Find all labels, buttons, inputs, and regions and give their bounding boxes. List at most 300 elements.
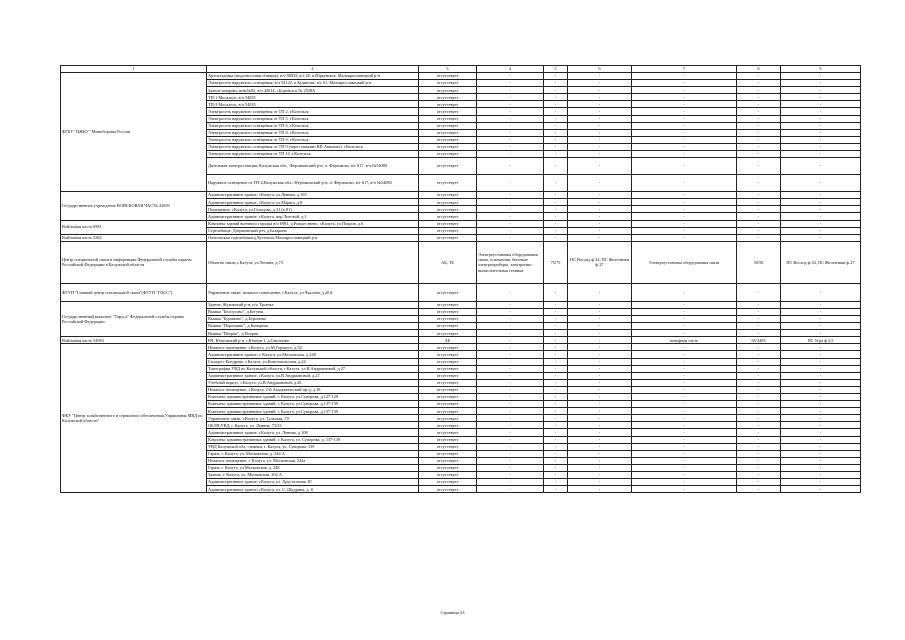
value-cell: ПС Восход ф.34, ПС Железники ф.27 [781, 241, 861, 283]
value-cell: - [737, 87, 781, 94]
value-cell: - [544, 450, 568, 457]
object-cell: Административное здание, г.Калуга, пер.Литовой, д.1 [207, 213, 419, 220]
value-cell: - [781, 479, 861, 486]
value-cell: отсутствует [419, 158, 477, 175]
value-cell: отсутствует [419, 479, 477, 486]
value-cell: - [568, 394, 632, 401]
value-cell: - [737, 108, 781, 115]
value-cell: - [781, 422, 861, 429]
value-cell: - [568, 401, 632, 408]
value-cell: - [544, 457, 568, 464]
value-cell: - [781, 358, 861, 365]
value-cell: - [568, 436, 632, 443]
value-cell: - [632, 227, 737, 234]
value-cell: отсутствует [419, 472, 477, 479]
value-cell: - [568, 80, 632, 87]
value-cell: отсутствует [419, 301, 477, 308]
value-cell: - [477, 213, 544, 220]
object-cell: Электросеть наружного освещения от ТП 6, г.Козельск [207, 122, 419, 129]
value-cell: - [781, 394, 861, 401]
value-cell: - [568, 464, 632, 471]
value-cell: - [544, 199, 568, 206]
value-cell: отсутствует [419, 379, 477, 386]
value-cell: - [781, 315, 861, 322]
object-cell: ОБЭП,УВД, г. Калуга, ул. Ленина, 73/33 [207, 422, 419, 429]
value-cell: - [632, 283, 737, 301]
value-cell: - [544, 351, 568, 358]
value-cell: отсутствует [419, 213, 477, 220]
value-cell: - [632, 443, 737, 450]
value-cell: отсутствует [419, 143, 477, 150]
value-cell: - [477, 73, 544, 80]
value-cell: - [568, 220, 632, 227]
organization-cell: ФГБУ "ЦЖКУ" Минобороны России [61, 73, 207, 192]
object-cell: Вышка "Буриново", д.Буриново [207, 315, 419, 322]
value-cell: - [781, 464, 861, 471]
table-row [61, 220, 861, 227]
value-cell: - [544, 308, 568, 315]
value-cell: - [568, 213, 632, 220]
value-cell: - [568, 379, 632, 386]
value-cell: - [737, 422, 781, 429]
object-cell: Комплекс административных зданий, г. Калуга, ул.Суворова, д.127-129 [207, 394, 419, 401]
value-cell: - [568, 206, 632, 213]
value-cell: - [632, 450, 737, 457]
value-cell: - [781, 206, 861, 213]
object-cell: Электросеть наружного освещения от ТП 9 (через магазин ВП Акимово), г.Козельск [207, 143, 419, 150]
value-cell: - [477, 379, 544, 386]
value-cell: - [781, 283, 861, 301]
value-cell: - [781, 199, 861, 206]
value-cell: отсутствует [419, 315, 477, 322]
object-cell: Электросеть наружного освещения, в/ч 54122, п.Кудинове, в/г 61, Малоярославецкий р-н [207, 80, 419, 87]
table-row [61, 73, 861, 80]
value-cell: - [737, 479, 781, 486]
object-cell: Наружное освещение от ТП-2,Калужская обл., Ферзиковский р-н, п. Ферзиково, в/г 617, в/ч №54080 [207, 175, 419, 192]
value-cell: - [737, 301, 781, 308]
object-cell: Типография УВД по Калужской области, г.Калуга, ул.В.Андриановой, д.27 [207, 365, 419, 372]
value-cell: - [568, 358, 632, 365]
value-cell: - [477, 337, 544, 344]
value-cell: - [781, 386, 861, 393]
value-cell: - [477, 143, 544, 150]
value-cell: отсутствует [419, 386, 477, 393]
value-cell: - [568, 136, 632, 143]
value-cell: - [737, 122, 781, 129]
value-cell: - [568, 408, 632, 415]
value-cell: - [737, 158, 781, 175]
value-cell: - [544, 330, 568, 337]
value-cell: - [632, 429, 737, 436]
value-cell: - [477, 308, 544, 315]
value-cell: отсутствует [419, 344, 477, 351]
value-cell: - [544, 129, 568, 136]
value-cell: - [781, 87, 861, 94]
value-cell: - [632, 220, 737, 227]
value-cell: - [632, 143, 737, 150]
value-cell: - [477, 136, 544, 143]
value-cell: - [477, 129, 544, 136]
value-cell: отсутствует [419, 87, 477, 94]
object-cell: Помещение, г.Калуга, ул.Гельцова, д.31 (к.81) [207, 206, 419, 213]
value-cell: - [781, 136, 861, 143]
value-cell: 65/3493 [737, 337, 781, 344]
value-cell: - [477, 283, 544, 301]
value-cell: - [544, 472, 568, 479]
value-cell: - [568, 315, 632, 322]
value-cell: - [477, 479, 544, 486]
value-cell: отсутствует [419, 443, 477, 450]
object-cell: Здание казармы, инв.№82, в/ч 42014, г.Боровск,п.№ 2538А [207, 87, 419, 94]
value-cell: - [477, 80, 544, 87]
value-cell: отсутствует [419, 283, 477, 301]
value-cell: - [568, 351, 632, 358]
value-cell: - [781, 101, 861, 108]
value-cell: - [544, 80, 568, 87]
value-cell: отсутствует [419, 450, 477, 457]
value-cell: - [737, 464, 781, 471]
value-cell: - [781, 158, 861, 175]
value-cell: отсутствует [419, 330, 477, 337]
value-cell: - [568, 301, 632, 308]
object-cell: Административное здание, г.Калуга, ул.Марата, д.8 [207, 199, 419, 206]
value-cell: - [737, 115, 781, 122]
value-cell: - [477, 227, 544, 234]
table-row [61, 337, 861, 344]
value-cell: - [737, 436, 781, 443]
table-row [61, 301, 861, 308]
value-cell: - [544, 315, 568, 322]
value-cell: - [737, 143, 781, 150]
value-cell: - [477, 457, 544, 464]
value-cell: - [544, 220, 568, 227]
value-cell: - [632, 394, 737, 401]
value-cell: - [568, 457, 632, 464]
value-cell: - [781, 429, 861, 436]
object-cell: Объекты связи, г.Калуга, ул.Ленина, д.73 [207, 241, 419, 283]
value-cell: - [544, 158, 568, 175]
value-cell: - [737, 486, 781, 493]
value-cell: - [477, 486, 544, 493]
value-cell: - [737, 283, 781, 301]
value-cell: - [477, 443, 544, 450]
value-cell: - [544, 394, 568, 401]
value-cell: отсутствует [419, 122, 477, 129]
value-cell: - [544, 227, 568, 234]
value-cell: - [632, 464, 737, 471]
object-cell: Комплекс зданий военного городка в/ч 6981, д.Рождествено, г.Калуга, ул.Покров, д.6 [207, 220, 419, 227]
value-cell: - [477, 408, 544, 415]
value-cell: - [544, 143, 568, 150]
value-cell: - [477, 429, 544, 436]
value-cell: - [632, 199, 737, 206]
value-cell: - [477, 115, 544, 122]
value-cell: - [477, 422, 544, 429]
value-cell: - [632, 408, 737, 415]
col-header: 8 [737, 66, 781, 73]
value-cell: - [568, 115, 632, 122]
value-cell: - [544, 73, 568, 80]
value-cell: отсутствует [419, 323, 477, 330]
value-cell: - [737, 213, 781, 220]
value-cell: - [781, 365, 861, 372]
value-cell: - [632, 73, 737, 80]
value-cell: - [632, 372, 737, 379]
value-cell: отсутствует [419, 73, 477, 80]
object-cell: Здание, г. Калуга, ул. Московская, 204 А [207, 472, 419, 479]
organization-cell: Государственное учреждение ВОЙСКОВАЯ ЧАСТЬ 41659 [61, 192, 207, 220]
value-cell: - [568, 372, 632, 379]
value-cell: - [544, 108, 568, 115]
value-cell: - [632, 108, 737, 115]
value-cell: - [477, 472, 544, 479]
value-cell: - [477, 394, 544, 401]
value-cell: - [544, 429, 568, 436]
value-cell: - [544, 464, 568, 471]
value-cell: - [568, 151, 632, 158]
value-cell: отсутствует [419, 408, 477, 415]
value-cell: - [632, 457, 737, 464]
value-cell: ПС Восход ф.34, ПС Железники ф.27 [568, 241, 632, 283]
object-cell: Электросеть наружного освещения от ТП 10, г.Козельск [207, 151, 419, 158]
value-cell: - [568, 192, 632, 199]
value-cell: - [632, 234, 737, 241]
object-cell: Дизельная электростанция, Калужская обл., Ферзиковский р-н, п. Ферзиково, в/г 617, в/ч №54080 [207, 158, 419, 175]
value-cell: отсутствует [419, 351, 477, 358]
value-cell: - [737, 175, 781, 192]
col-header: 3 [419, 66, 477, 73]
value-cell: отсутствует [419, 101, 477, 108]
object-cell: Электросеть наружного освещения от ТП 2, г.Козельск [207, 108, 419, 115]
value-cell: - [781, 351, 861, 358]
value-cell: - [737, 94, 781, 101]
value-cell: - [632, 323, 737, 330]
value-cell: - [568, 330, 632, 337]
value-cell: - [632, 401, 737, 408]
value-cell: - [568, 227, 632, 234]
value-cell: - [781, 401, 861, 408]
object-cell: Комплекс административных зданий, г. Калуга, ул.Суворова, д.137-139 [207, 401, 419, 408]
value-cell: - [477, 175, 544, 192]
value-cell: - [632, 301, 737, 308]
value-cell: - [632, 175, 737, 192]
value-cell: - [781, 108, 861, 115]
value-cell: - [781, 213, 861, 220]
value-cell: - [737, 80, 781, 87]
value-cell: отсутствует [419, 457, 477, 464]
object-cell: Административное здание, г.Калуга, ул.Ленина, д.105 [207, 192, 419, 199]
object-cell: Административное здание, г. Калуга, ул.Московская, д.248 [207, 351, 419, 358]
value-cell: - [781, 220, 861, 227]
value-cell: отсутствует [419, 108, 477, 115]
value-cell: - [477, 122, 544, 129]
value-cell: АБ, ТБ [419, 241, 477, 283]
value-cell: - [568, 422, 632, 429]
value-cell: - [737, 234, 781, 241]
value-cell: - [781, 450, 861, 457]
organization-cell: Государственный комплекс "Таруса" Федеральной службы охраны Российской Федерации [61, 301, 207, 336]
value-cell: - [544, 358, 568, 365]
value-cell: - [477, 330, 544, 337]
object-cell: Административное здание, г.Калуга, ул. Хрустальная, 81 [207, 479, 419, 486]
value-cell: - [632, 472, 737, 479]
object-cell: Стрельбище, Дзержинский р-н, д.Базарино [207, 227, 419, 234]
value-cell: - [632, 80, 737, 87]
value-cell: - [477, 464, 544, 471]
object-cell: Электросеть наружного освещения от ТП 5, г.Козельск [207, 115, 419, 122]
object-cell: Нежилое помещение, г.Калуга, 2-й Академический пр-д, д.18 [207, 386, 419, 393]
value-cell: - [737, 408, 781, 415]
value-cell: - [781, 73, 861, 80]
value-cell: - [781, 94, 861, 101]
value-cell: - [477, 372, 544, 379]
value-cell: - [632, 87, 737, 94]
value-cell: - [632, 358, 737, 365]
value-cell: отсутствует [419, 365, 477, 372]
value-cell: - [632, 330, 737, 337]
value-cell: - [568, 386, 632, 393]
object-cell: Склады г.Кондрово, г.Калуга, ул.Комсомольская, д.24 [207, 358, 419, 365]
value-cell: - [737, 136, 781, 143]
value-cell: - [568, 175, 632, 192]
value-cell: - [477, 94, 544, 101]
value-cell: отсутствует [419, 199, 477, 206]
value-cell: - [632, 386, 737, 393]
value-cell: - [781, 344, 861, 351]
object-cell: Управление связи, нежилое помещение, г.Калуга, ул.Чкалова, д.20А [207, 283, 419, 301]
value-cell: - [477, 206, 544, 213]
value-cell: - [781, 115, 861, 122]
value-cell: - [544, 213, 568, 220]
value-cell: - [568, 234, 632, 241]
value-cell: - [544, 337, 568, 344]
register-body [61, 73, 861, 493]
value-cell: - [544, 479, 568, 486]
value-cell: - [544, 115, 568, 122]
object-cell: ТП-2 Мосальск, в/ч 54035 [207, 101, 419, 108]
value-cell: - [568, 429, 632, 436]
value-cell: - [477, 199, 544, 206]
value-cell: - [568, 479, 632, 486]
value-cell: отсутствует [419, 115, 477, 122]
value-cell: отсутствует [419, 415, 477, 422]
value-cell: - [544, 443, 568, 450]
object-cell: Комплекс административных зданий, г. Калуга, ул.Суворова, д.137-139 [207, 408, 419, 415]
value-cell: - [632, 315, 737, 322]
value-cell: - [544, 136, 568, 143]
value-cell: - [632, 436, 737, 443]
value-cell: - [477, 315, 544, 322]
value-cell: 50/50 [737, 241, 781, 283]
value-cell: - [568, 87, 632, 94]
object-cell: Оптическая стрельбовка,д.Кутеполь,Малоярославецкий р-н [207, 234, 419, 241]
value-cell: отсутствует [419, 206, 477, 213]
value-cell: - [632, 129, 737, 136]
value-cell: - [737, 379, 781, 386]
value-cell: - [781, 330, 861, 337]
value-cell: - [737, 315, 781, 322]
value-cell: - [737, 457, 781, 464]
object-cell: Артскладовка (водонасосная станция), в/ч 86835, в/г 28, п.Юрьевское, Малоярославецкий р-н [207, 73, 419, 80]
value-cell: - [568, 283, 632, 301]
value-cell: 75/75 [544, 241, 568, 283]
value-cell: - [781, 143, 861, 150]
value-cell: - [544, 323, 568, 330]
value-cell: - [737, 429, 781, 436]
organization-cell: Центр специальной связи и информации Федеральной службы охраны Российской Федерации в Калужской области [61, 241, 207, 283]
value-cell: - [477, 87, 544, 94]
object-cell: УВД Калужской обл. стоянки, г. Калуга, ул. Суворова, 139 [207, 443, 419, 450]
value-cell: отсутствует [419, 429, 477, 436]
object-cell: ВЧ, Юхновский р-н, г.Юхнов-1, д.Смоленка [207, 337, 419, 344]
value-cell: - [737, 151, 781, 158]
organization-cell: Войсковая часть 54983 [61, 337, 207, 344]
col-header: 1 [61, 66, 207, 73]
organization-cell: Войсковая часть 3382 [61, 234, 207, 241]
value-cell: - [781, 323, 861, 330]
value-cell: - [632, 158, 737, 175]
col-header: 5 [544, 66, 568, 73]
value-cell: - [781, 175, 861, 192]
value-cell: - [737, 308, 781, 315]
value-cell: - [737, 394, 781, 401]
value-cell: - [781, 192, 861, 199]
value-cell: - [737, 443, 781, 450]
value-cell: - [568, 129, 632, 136]
value-cell: - [477, 365, 544, 372]
value-cell: - [477, 386, 544, 393]
object-cell: Комплекс административных зданий, г. Калуга, ул. Суворова, д. 137-139 [207, 436, 419, 443]
object-cell: Электросеть наружного освещения от ТП 8, г.Козельск [207, 129, 419, 136]
value-cell: - [544, 301, 568, 308]
value-cell: отсутствует [419, 372, 477, 379]
object-cell: Административное здание, г.Калуга, ул.В.Андриановой, д.27 [207, 372, 419, 379]
register-table [60, 65, 861, 493]
value-cell: отсутствует [419, 227, 477, 234]
value-cell: - [477, 192, 544, 199]
value-cell: - [781, 472, 861, 479]
value-cell: отсутствует [419, 80, 477, 87]
value-cell: - [568, 450, 632, 457]
value-cell: - [781, 80, 861, 87]
value-cell: - [632, 151, 737, 158]
value-cell: - [568, 443, 632, 450]
value-cell: - [544, 422, 568, 429]
value-cell: - [544, 408, 568, 415]
value-cell: - [737, 472, 781, 479]
value-cell: - [781, 486, 861, 493]
value-cell: - [544, 94, 568, 101]
value-cell: - [737, 330, 781, 337]
value-cell: - [544, 283, 568, 301]
page-number: Страница 23 [440, 610, 465, 615]
col-header: 9 [781, 66, 861, 73]
object-cell: ТП-1 Мосальск, в/ч 54035 [207, 94, 419, 101]
object-cell: Гараж, г. Калуга, ул.Московская, д. 248 [207, 464, 419, 471]
value-cell: - [544, 372, 568, 379]
value-cell: - [632, 344, 737, 351]
value-cell: - [568, 365, 632, 372]
object-cell: Учебный корпус, г.Калуга, ул.В.Андриановой, д.26 [207, 379, 419, 386]
value-cell: - [477, 301, 544, 308]
value-cell: - [632, 192, 737, 199]
value-cell: Электроустановка оборудования связи, освещения, бытовые электроприборы, электронно-вычислительная техника [477, 241, 544, 283]
value-cell: отсутствует [419, 486, 477, 493]
object-cell: Административное здание, г.Калуга, ул. С. Щедрина, д. 8 [207, 486, 419, 493]
value-cell: - [737, 227, 781, 234]
value-cell: - [544, 87, 568, 94]
value-cell: отсутствует [419, 234, 477, 241]
